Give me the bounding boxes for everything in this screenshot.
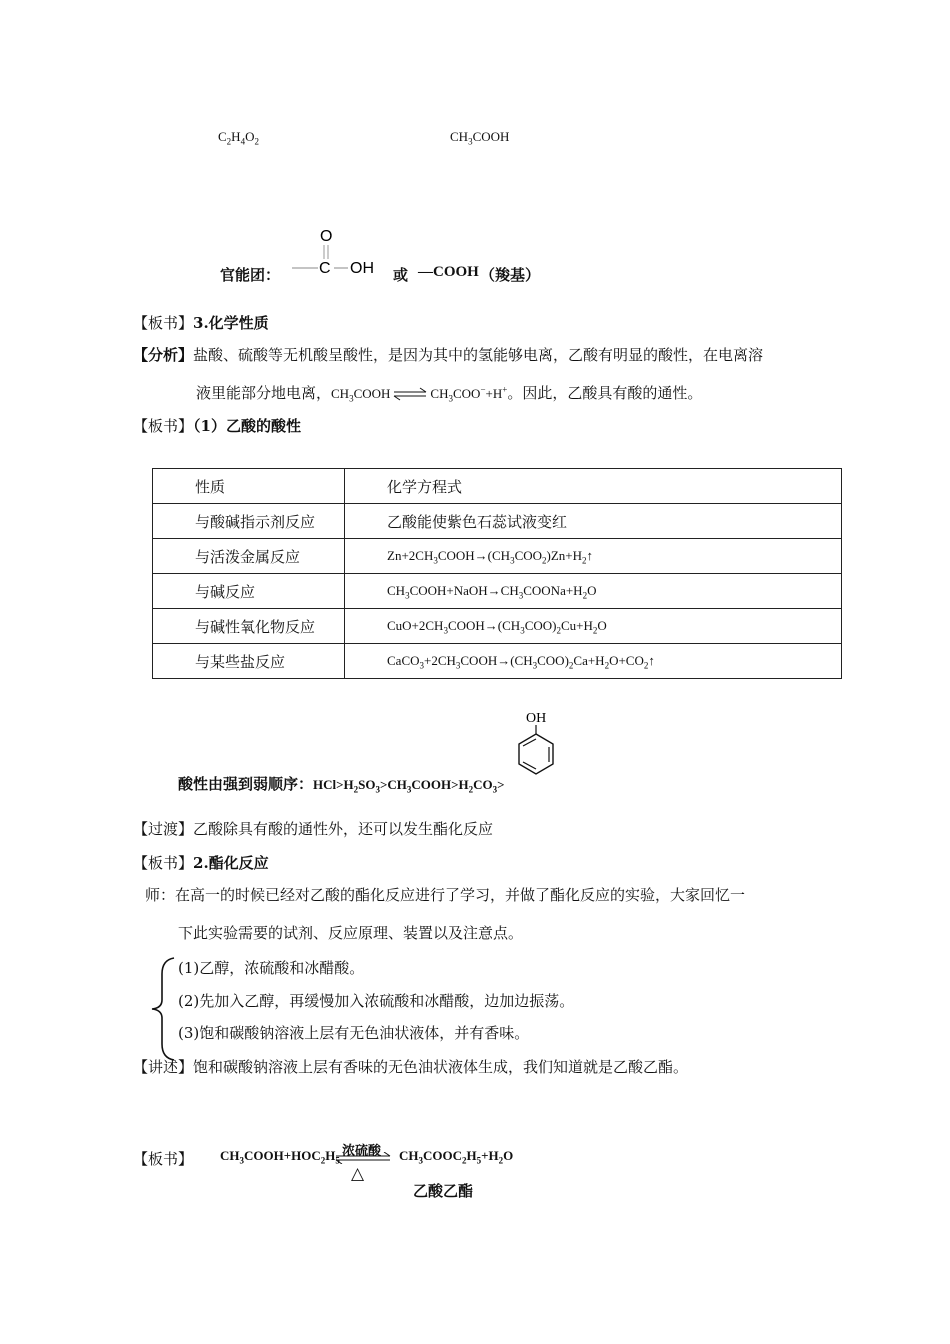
table-header-row [153, 469, 842, 504]
ion-lhs: $CH_3COOH$ [331, 386, 391, 404]
explain-line: 【讲述】饱和碳酸钠溶液上层有香味的无色油状液体生成，我们知道就是乙酸乙酯。 [133, 1058, 689, 1076]
equation-cell: $CaCO_3+2CH_3COOH\to(CH_3COO)_2Ca+H_2O+CO_2↑$ [345, 644, 842, 679]
section-2-heading: 【板书】2.酯化反应 [133, 854, 269, 872]
table-row [153, 574, 842, 609]
carboxyl-oh: OH [350, 260, 374, 277]
curly-brace [148, 956, 178, 1062]
reaction-rhs: $CH_3COOC_2H_5+H_2O$ [399, 1148, 514, 1166]
reaction-catalyst: 浓硫酸 [342, 1144, 382, 1159]
cooh-formula: —COOH [418, 264, 479, 280]
property-cell: 与碱反应 [153, 574, 345, 609]
table-row [153, 504, 842, 539]
product-name: 乙酸乙酯 [413, 1182, 474, 1200]
analysis-line-1: 【分析】盐酸、硫酸等无机酸呈酸性，是因为其中的氢能够电离，乙酸有明显的酸性，在电离溶 [133, 346, 764, 364]
property-cell: 与某些盐反应 [153, 644, 345, 679]
ion-rhs: $CH_3COO^-+H^+$ [430, 384, 508, 404]
functional-group-label: 官能团： [220, 266, 281, 284]
equilibrium-arrow [392, 387, 428, 401]
table-header-property: 性质 [153, 469, 345, 504]
property-cell: 与酸碱指示剂反应 [153, 504, 345, 539]
carboxyl-name: （羧基） [480, 266, 541, 284]
reaction-arrow [334, 1152, 392, 1164]
analysis-line-2: 液里能部分地电离，$CH_3COOH$ $CH_3COO^-+H^+$。因此，乙酸具有酸的通性。 [196, 384, 703, 404]
property-cell: 与活泼金属反应 [153, 539, 345, 574]
table-row [153, 644, 842, 679]
equation-cell: $Zn+2CH_3COOH\to(CH_3COO_2)Zn+H_2↑$ [345, 539, 842, 574]
carboxyl-diagram [284, 225, 404, 285]
equation-cell: $CuO+2CH_3COOH\to(CH_3COO)_2Cu+H_2O$ [345, 609, 842, 644]
acid-properties-table [152, 468, 842, 679]
equation-cell: $CH_3COOH+NaOH\to CH_3COONa+H_2O$ [345, 574, 842, 609]
acidity-order: 酸性由强到弱顺序：$HCl>H_2SO_3>CH_3COOH>H_2CO_3>$ [178, 775, 505, 795]
table-row [153, 539, 842, 574]
point-3: (3)饱和碳酸钠溶液上层有无色油状液体，并有香味。 [178, 1024, 530, 1042]
reaction-lhs: $CH_3COOH+HOC_2H_5$ [220, 1148, 340, 1166]
teacher-line-2: 下此实验需要的试剂、反应原理、装置以及注意点。 [178, 924, 524, 942]
carboxyl-c: C [319, 260, 331, 277]
table-row [153, 609, 842, 644]
transition-line: 【过渡】乙酸除具有酸的通性外，还可以发生酯化反应 [133, 820, 494, 838]
table-header-equation: 化学方程式 [345, 469, 842, 504]
heat-symbol: △ [351, 1164, 365, 1184]
functional-group-or: 或 [393, 266, 409, 284]
molecular-formula: $C_2H_4O_2$ [218, 129, 259, 147]
acidity-heading: 【板书】（1）乙酸的酸性 [133, 417, 301, 435]
point-2: (2)先加入乙醇，再缓慢加入浓硫酸和冰醋酸，边加边振荡。 [178, 992, 575, 1010]
teacher-line-1: 师：在高一的时候已经对乙酸的酯化反应进行了学习，并做了酯化反应的实验，大家回忆一 [145, 886, 746, 904]
phenol-structure [512, 706, 560, 788]
carboxyl-o: O [320, 228, 333, 245]
reaction-tag: 【板书】 [133, 1150, 194, 1168]
acidity-sequence: $HCl>H_2SO_3>CH_3COOH>H_2CO_3>$ [313, 777, 505, 795]
structural-formula: $CH_3COOH$ [450, 129, 510, 147]
equation-cell: 乙酸能使紫色石蕊试液变红 [345, 504, 842, 539]
phenol-oh: OH [526, 711, 547, 726]
section-3-heading: 【板书】3.化学性质 [133, 314, 269, 332]
property-cell: 与碱性氧化物反应 [153, 609, 345, 644]
point-1: (1)乙醇，浓硫酸和冰醋酸。 [178, 959, 365, 977]
